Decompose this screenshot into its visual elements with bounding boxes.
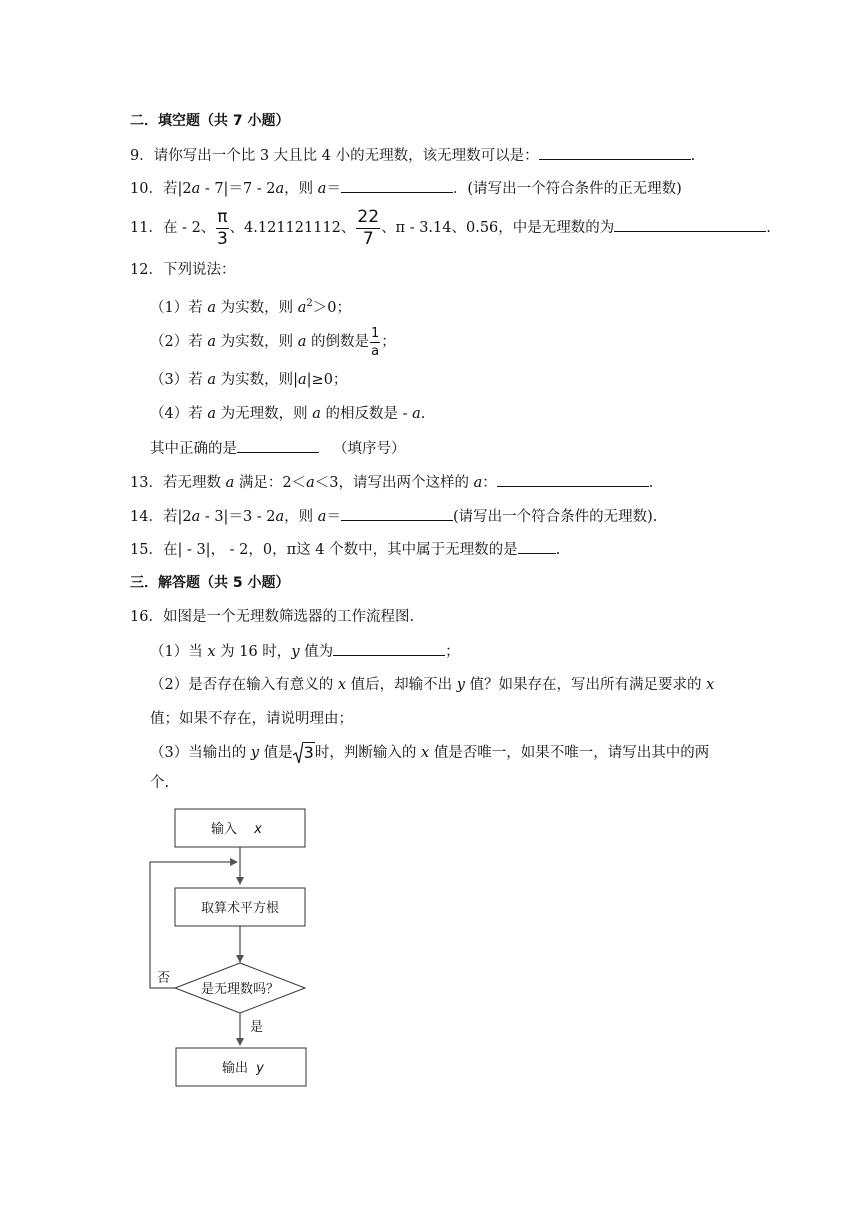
q11-frac-den: 7: [362, 228, 374, 249]
flowchart: [140, 800, 330, 1092]
q11-frac-num: 22: [357, 206, 380, 227]
q16-p1-mid: 为 16 时，: [215, 644, 292, 660]
q16-p3-x: x: [420, 745, 430, 761]
q12-s4-a: a: [207, 406, 216, 422]
q12-s4-post: .: [420, 406, 426, 422]
q13-answer-blank[interactable]: [497, 472, 649, 487]
q10-var-a-2: a: [275, 181, 285, 197]
question-11: [130, 208, 771, 248]
q12-s2-pre: （2）若: [150, 334, 208, 350]
q16-p3-mid3: 值是否唯一，如果不唯一，请写出其中的两: [429, 745, 710, 761]
q14-answer-blank[interactable]: [341, 506, 453, 521]
q12-s4-pre: （4）若: [150, 406, 208, 422]
q11-answer-blank[interactable]: [614, 217, 766, 232]
q12-s1-pre: （1）若: [150, 299, 208, 316]
flow-decision-label: 是无理数吗？: [200, 982, 280, 997]
q16-part-2-line-2: 值；如果不存在，请说明理由；: [150, 711, 353, 727]
q13-a-2: a: [306, 475, 315, 491]
q9-end: .: [690, 148, 696, 164]
q16-p1-pre: （1）当: [150, 644, 208, 660]
q12-s2-mid2: 的倒数是: [306, 334, 369, 350]
q14-mid1: ‐ 3|＝3 ‐ 2: [200, 509, 276, 525]
q14-a: a: [191, 509, 201, 525]
radical-sign-icon: [293, 742, 303, 764]
q16-p2-x: x: [337, 677, 347, 693]
section-2-heading: 二．填空题（共 7 小题）: [130, 113, 290, 129]
q11-mid: 、4.121121112、: [229, 220, 356, 236]
q10-mid2: ，则: [284, 181, 318, 197]
q12-answer-post: （填序号）: [333, 441, 406, 457]
q12-s3-mid: 为实数，则|: [216, 372, 298, 388]
q13-mid2: ＜3，请写出两个这样的: [314, 475, 474, 491]
question-15: [130, 539, 560, 560]
question-14: [130, 506, 657, 527]
q13-end: .: [648, 475, 654, 491]
q11-pi-num: π: [217, 206, 228, 227]
q16-p1-mid2: 值为: [299, 644, 334, 660]
q11-pi-den: 3: [217, 228, 228, 249]
q10-mid1: ‐ 7|＝7 ‐ 2: [200, 181, 276, 197]
q12-s2-num: 1: [370, 325, 380, 341]
q12-statement-1: [150, 294, 351, 318]
q9-text: 9．请你写出一个比 3 大且比 4 小的无理数，该无理数可以是：: [130, 148, 539, 164]
flow-output-var: y: [256, 1061, 264, 1076]
q14-a-3: a: [317, 509, 327, 525]
q12-s4-mid2: 的相反数是 ‐: [320, 406, 413, 422]
q16-p1-end: ；: [445, 644, 460, 660]
q12-statement-4: [150, 404, 425, 424]
q14-end: (请写出一个符合条件的无理数).: [452, 509, 658, 525]
q10-var-a-3: a: [317, 181, 327, 197]
q13-a: a: [225, 475, 235, 491]
q13-pre: 13．若无理数: [130, 475, 226, 491]
q16-p2-x-2: x: [706, 677, 715, 693]
q9-answer-blank[interactable]: [539, 145, 691, 160]
flow-no-label: 否: [157, 971, 171, 986]
q10-answer-blank[interactable]: [341, 178, 453, 193]
q16-p1-y: y: [291, 644, 300, 660]
q12-answer-blank[interactable]: [237, 438, 319, 453]
flow-input-box: [175, 809, 305, 847]
flow-output-label: 输出: [221, 1061, 249, 1076]
q10-end: ．(请写出一个符合条件的正无理数): [452, 181, 682, 197]
q12-s3-pre: （3）若: [150, 372, 208, 388]
section-3-heading: 三．解答题（共 5 小题）: [130, 575, 290, 591]
q12-s2-mid: 为实数，则: [216, 334, 298, 350]
q12-answer-pre: 其中正确的是: [150, 441, 237, 457]
q12-s2-a: a: [207, 334, 216, 350]
q12-s3-a-2: a: [298, 372, 307, 388]
q11-end: .: [766, 220, 771, 236]
q10-eq: ＝: [326, 181, 341, 197]
q13-mid: 满足：2＜: [234, 475, 307, 491]
q10-var-a: a: [191, 181, 201, 197]
flow-input-var: x: [254, 822, 262, 837]
q16-p2-y: y: [456, 677, 465, 693]
q13-a-3: a: [473, 475, 483, 491]
q16-sqrt-radicand: 3: [303, 743, 314, 762]
q11-22-over-7: [356, 206, 380, 249]
q12-s1-post: ＞0；: [312, 299, 351, 316]
q16-p1-x: x: [207, 644, 216, 660]
flow-process-label: 取算术平方根: [200, 901, 280, 916]
q12-answer-line: [150, 438, 406, 459]
q14-pre: 14．若|2: [130, 509, 192, 525]
q12-s2-reciprocal: [370, 327, 380, 358]
question-9: [130, 145, 695, 166]
q15-answer-blank[interactable]: [518, 539, 556, 554]
q14-a-2: a: [275, 509, 285, 525]
q10-pre: 10．若|2: [130, 181, 192, 197]
q16-part-3-line-2: 个.: [150, 775, 170, 791]
q12-s3-post: |≥0；: [306, 372, 348, 388]
q12-s4-mid: 为无理数，则: [216, 406, 313, 422]
q16-part-1: [150, 641, 460, 662]
q16-p3-mid: 值是: [259, 745, 293, 761]
q14-eq: ＝: [326, 509, 341, 525]
q11-post: 、π ‐ 3.14、0.56，中是无理数的为: [381, 220, 615, 236]
q16-sqrt-3: [293, 742, 315, 764]
q14-mid2: ，则: [284, 509, 318, 525]
flow-input-label: 输入: [210, 822, 238, 837]
question-12-title: 12．下列说法：: [130, 262, 236, 278]
q16-p2-pre: （2）是否存在输入有意义的: [150, 677, 338, 693]
q11-pi-over-3: [216, 206, 228, 249]
q12-s3-a: a: [207, 372, 216, 388]
q12-statement-3: [150, 370, 347, 390]
flow-yes-label: 是: [250, 1020, 264, 1035]
q16-p2-mid2: 值？如果存在，写出所有满足要求的: [464, 677, 707, 693]
q15-text: 15．在| ‐ 3|， ‐ 2，0，π这 4 个数中，其中属于无理数的是: [130, 542, 518, 558]
q11-pre: 11．在 ‐ 2、: [130, 220, 216, 236]
q12-s4-a-3: a: [412, 406, 421, 422]
q16-p1-answer-blank[interactable]: [333, 641, 445, 656]
q16-p2-mid: 值后，却输不出: [346, 677, 457, 693]
q16-part-2: [150, 675, 714, 695]
q16-p3-mid2: 时，判断输入的: [314, 745, 421, 761]
q16-part-3: [150, 741, 709, 765]
q12-s4-a-2: a: [312, 406, 321, 422]
question-16-title: 16．如图是一个无理数筛选器的工作流程图.: [130, 609, 415, 625]
q12-s1-a: a: [207, 299, 216, 316]
q15-end: .: [555, 542, 561, 558]
q12-s2-a-2: a: [297, 334, 307, 350]
q12-s2-den: a: [371, 343, 380, 359]
q16-p3-pre: （3）当输出的: [150, 745, 251, 761]
q12-s1-exponent: 2: [306, 298, 313, 309]
q12-s2-post: ；: [381, 334, 396, 350]
q16-p3-y: y: [250, 745, 260, 761]
question-10: [130, 178, 682, 199]
q13-mid3: ：: [482, 475, 497, 491]
question-13: [130, 472, 653, 493]
q12-statement-2: [150, 322, 396, 362]
q12-s1-a-2: a: [297, 299, 307, 316]
q12-s1-mid: 为实数，则: [216, 299, 298, 316]
